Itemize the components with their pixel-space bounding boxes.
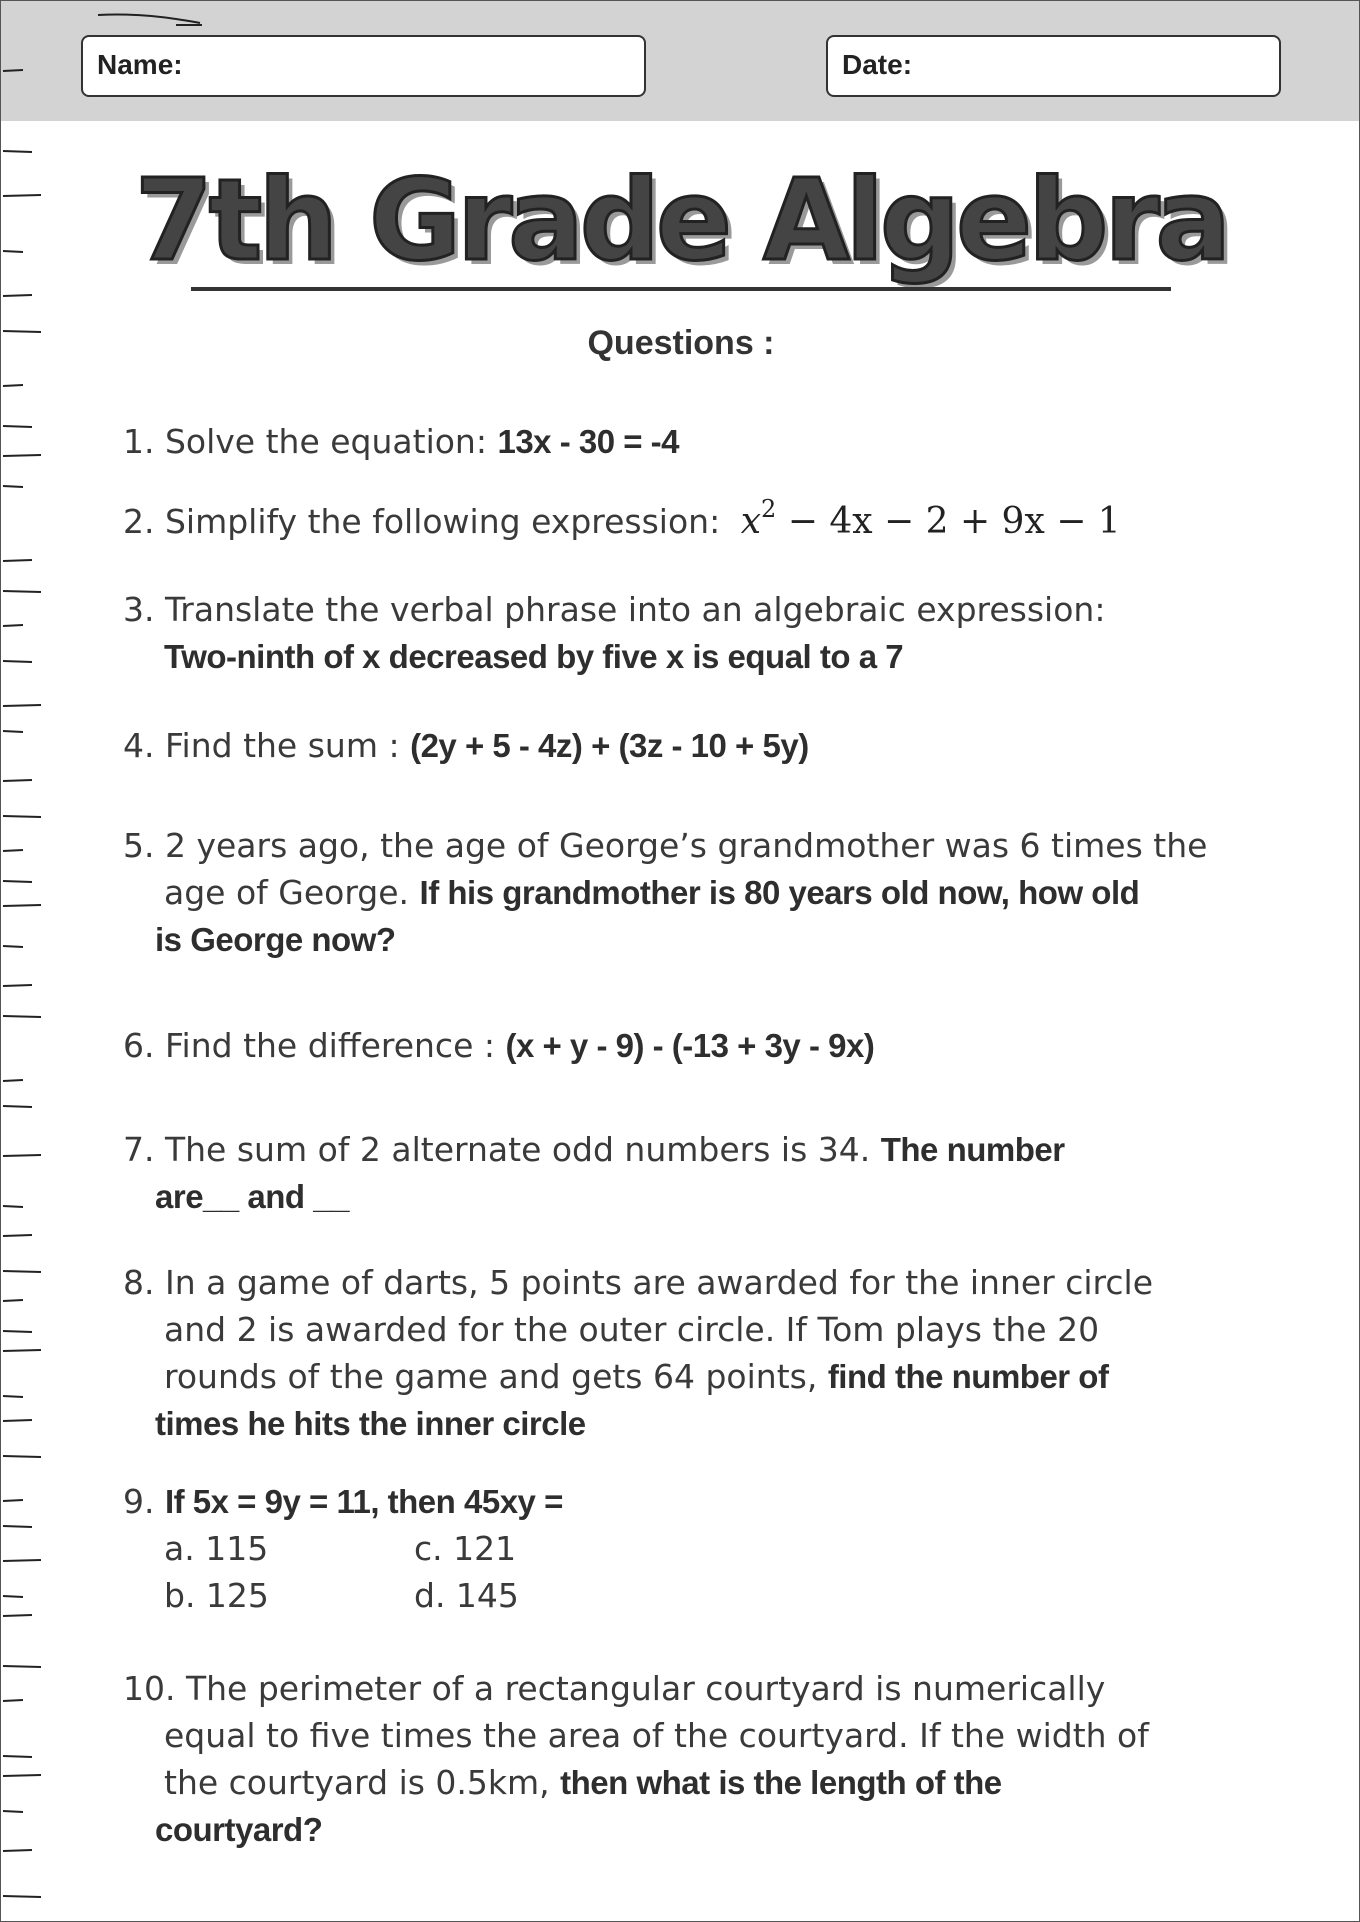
question-9 [123, 1478, 1313, 1619]
q8-line-3-bold: find the number of [827, 1358, 1109, 1395]
q5-line-2-bold: If his grandmother is 80 years old now, how old [419, 874, 1140, 911]
q9-question: If 5x = 9y = 11, then 45xy = [164, 1483, 563, 1520]
margin-ruler-ticks [1, 1, 61, 1922]
q8-line-3: rounds of the game and gets 64 points, [164, 1357, 828, 1396]
name-label: Name: [97, 49, 183, 80]
question-8 [123, 1259, 1313, 1447]
q9-number: 9. [123, 1482, 165, 1521]
q9-option-b: b. 125 [164, 1576, 269, 1615]
question-1 [123, 418, 1313, 465]
q8-line-2: and 2 is awarded for the outer circle. If Tom plays the 20 [164, 1310, 1100, 1349]
q6-text: 6. Find the difference : [123, 1026, 506, 1065]
question-10 [123, 1665, 1313, 1853]
q8-line-4-bold: times he hits the inner circle [155, 1405, 586, 1442]
date-input[interactable] [938, 45, 1269, 87]
q5-line-1: 5. 2 years ago, the age of George’s grandmother was 6 times the [123, 826, 1208, 865]
q9-option-c: c. 121 [414, 1529, 517, 1568]
date-label: Date: [842, 49, 913, 80]
q5-line-3-bold: is George now? [155, 921, 396, 958]
q7-bold-2: are__ and __ [155, 1178, 349, 1215]
q10-line-1: 10. The perimeter of a rectangular courtyard is numerically [123, 1669, 1106, 1708]
q7-bold-1: The number [880, 1131, 1065, 1168]
title-underline [191, 287, 1171, 291]
q3-phrase: Two-ninth of x decreased by five x is equal to a 7 [164, 638, 904, 675]
q2-expression: $x^2 - 4x - 2 + 9x - 1$ [740, 495, 1121, 542]
questions-heading: Questions : [587, 324, 775, 362]
q9-option-a: a. 115 [164, 1529, 269, 1568]
q8-line-1: 8. In a game of darts, 5 points are awarded for the inner circle [123, 1263, 1154, 1302]
q5-line-2: age of George. [164, 873, 420, 912]
q1-equation: 13x - 30 = -4 [497, 423, 680, 460]
question-6 [123, 1022, 1313, 1069]
question-3 [123, 586, 1313, 680]
date-field-box[interactable] [826, 35, 1281, 97]
question-4 [123, 722, 1313, 769]
pen-mark [96, 9, 216, 33]
q3-line-1: 3. Translate the verbal phrase into an algebraic expression: [123, 590, 1106, 629]
q4-text: 4. Find the sum : [123, 726, 411, 765]
q1-text: 1. Solve the equation: [123, 422, 498, 461]
q10-line-3: the courtyard is 0.5km, [164, 1763, 561, 1802]
q2-text: 2. Simplify the following expression: [123, 502, 731, 541]
q7-text: 7. The sum of 2 alternate odd numbers is 34. [123, 1130, 881, 1169]
q10-line-3-bold: then what is the length of the [560, 1764, 1002, 1801]
q10-line-2: equal to five times the area of the courtyard. If the width of [164, 1716, 1149, 1755]
question-5 [123, 822, 1313, 963]
question-2 [123, 495, 1313, 545]
question-7 [123, 1126, 1313, 1220]
worksheet-title: 7th Grade Algebra [134, 156, 1228, 286]
q9-option-d: d. 145 [414, 1576, 519, 1615]
q4-expression: (2y + 5 - 4z) + (3z - 10 + 5y) [410, 727, 809, 764]
name-field-box[interactable] [81, 35, 646, 97]
q6-expression: (x + y - 9) - (-13 + 3y - 9x) [505, 1027, 875, 1064]
q10-line-4-bold: courtyard? [155, 1811, 323, 1848]
name-input[interactable] [193, 45, 634, 87]
